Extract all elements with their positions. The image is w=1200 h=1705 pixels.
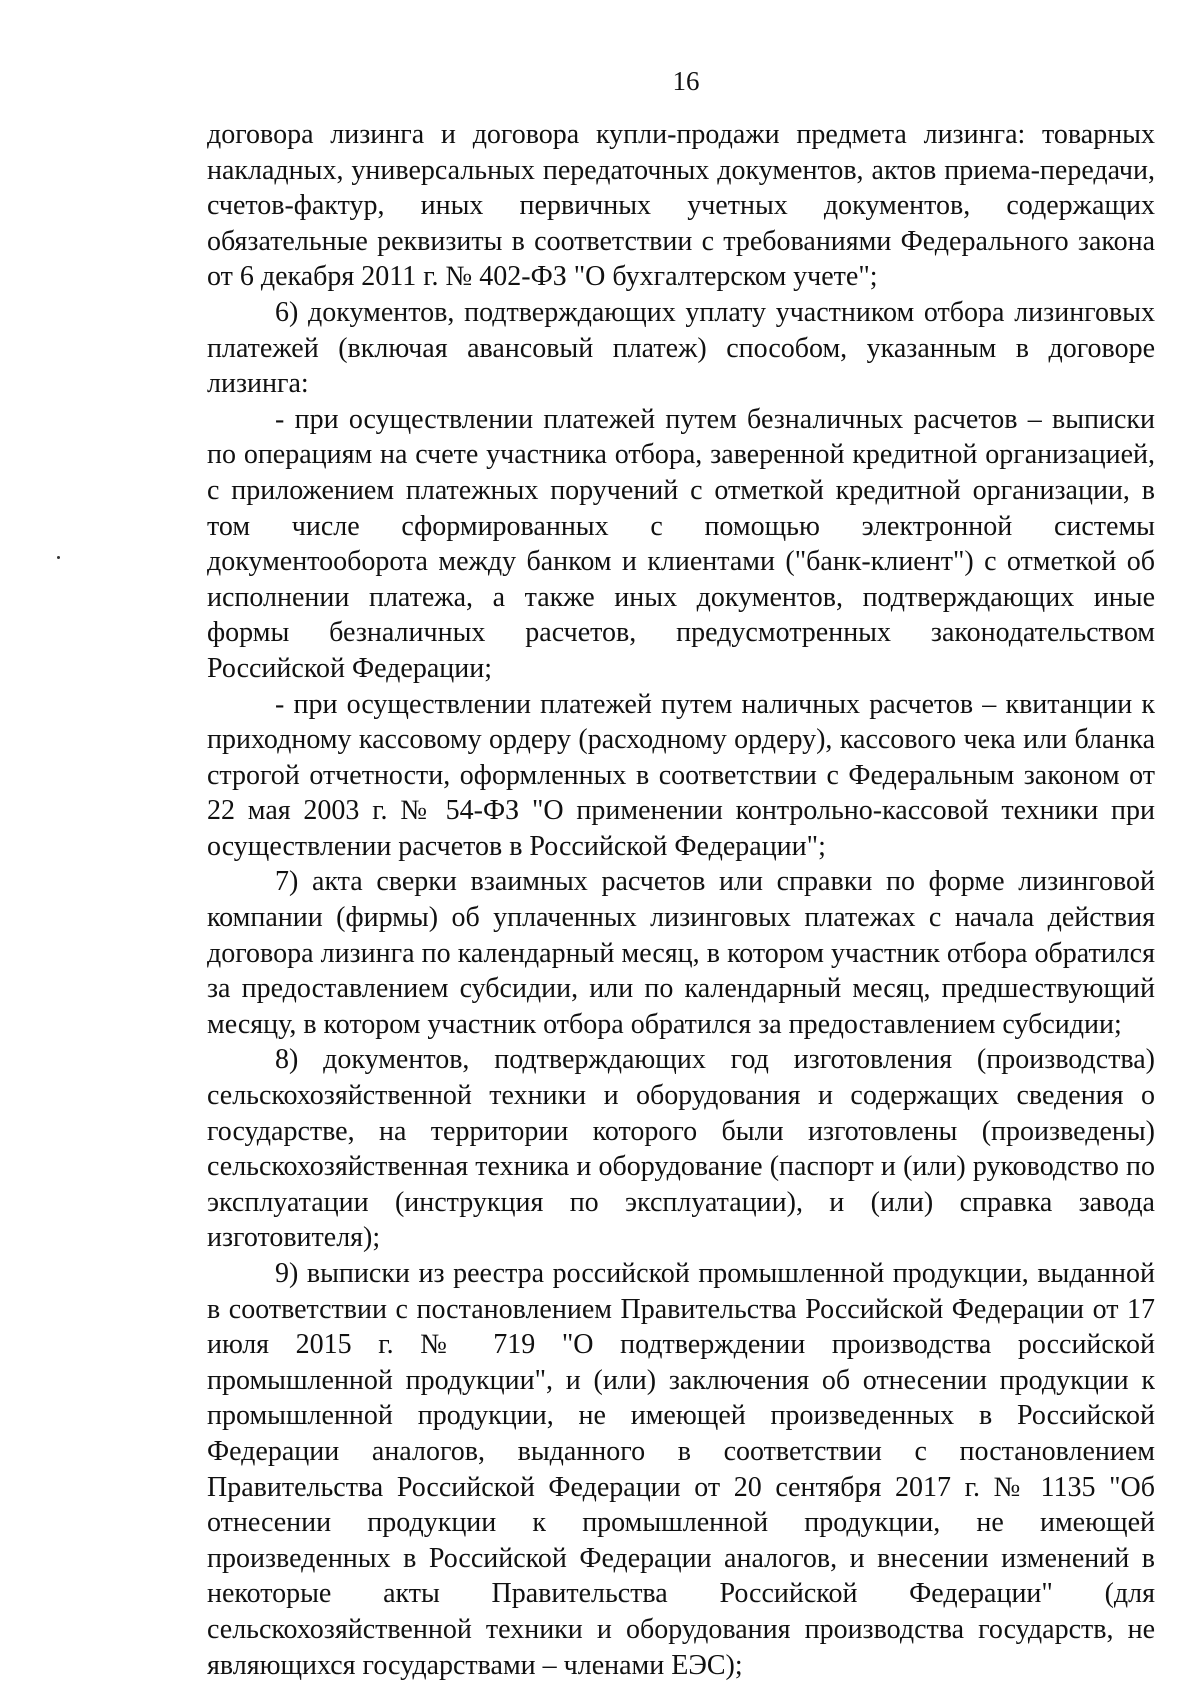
paragraph-item-9: 9) выписки из реестра российской промышленной продукции, выданной в соответствии с постановлением Правительства Российской Федерации от 17 июля 2015 г. № 719 "О подтверждении производства российской промышленной продукции", и (или) заключения об отнесении продукции к промышленной продукции, не имеющей произведенных в Российской Федерации аналогов, выданного в соответствии с постановлением Правительства Российской Федерации от 20 сентября 2017 г. № 1135 "Об отнесении продукции к промышленной продукции, не имеющей произведенных в Российской Федерации аналогов, и внесении изменений в некоторые акты Правительства Российской Федерации" (для сельскохозяйственной техники и оборудования производства государств, не являющихся государствами – членами ЕЭС); bbox=[207, 1258, 1155, 1681]
paragraph-cash-payments: - при осуществлении платежей путем наличных расчетов – квитанции к приходному кассовому ордеру (расходному ордеру), кассового чека или бланка строгой отчетности, оформленных в соответствии с Федеральным законом от 22 мая 2003 г. № 54-ФЗ "О применении контрольно-кассовой техники при осуществлении расчетов в Российской Федерации"; bbox=[207, 688, 1155, 862]
page-number: 16 bbox=[672, 66, 700, 96]
paragraph-continuation: договора лизинга и договора купли-продажи предмета лизинга: товарных накладных, универсальных передаточных документов, актов приема-передачи, счетов-фактур, иных первичных учетных документов, содержащих обязательные реквизиты в соответствии с требованиями Федерального закона от 6 декабря 2011 г. № 402-ФЗ "О бухгалтерском учете"; bbox=[207, 119, 1155, 293]
paragraph-item-7: 7) акта сверки взаимных расчетов или справки по форме лизинговой компании (фирмы) об уплаченных лизинговых платежах с начала действия договора лизинга по календарный месяц, в котором участник отбора обратился за предоставлением субсидии, или по календарный месяц, предшествующий месяцу, в котором участник отбора обратился за предоставлением субсидии; bbox=[207, 866, 1155, 1040]
paragraph-cashless-payments: - при осуществлении платежей путем безналичных расчетов – выписки по операциям на счете участника отбора, заверенной кредитной организацией, с приложением платежных поручений с отметкой кредитной организации, в том числе сформированных с помощью электронной системы документооборота между банком и клиентами ("банк-клиент") с отметкой об исполнении платежа, а также иных документов, подтверждающих иные формы безналичных расчетов, предусмотренных законодательством Российской Федерации; bbox=[207, 403, 1155, 684]
paragraph-item-6: 6) документов, подтверждающих уплату участником отбора лизинговых платежей (включая авансовый платеж) способом, указанным в договоре лизинга: bbox=[207, 296, 1155, 400]
scan-speck bbox=[57, 556, 60, 559]
document-body bbox=[207, 117, 1155, 1683]
paragraph-item-8: 8) документов, подтверждающих год изготовления (производства) сельскохозяйственной техники и оборудования и содержащих сведения о государстве, на территории которого были изготовлены (произведены) сельскохозяйственная техника и оборудование (паспорт и (или) руководство по эксплуатации (инструкция по эксплуатации), и (или) справка завода изготовителя); bbox=[207, 1044, 1155, 1254]
